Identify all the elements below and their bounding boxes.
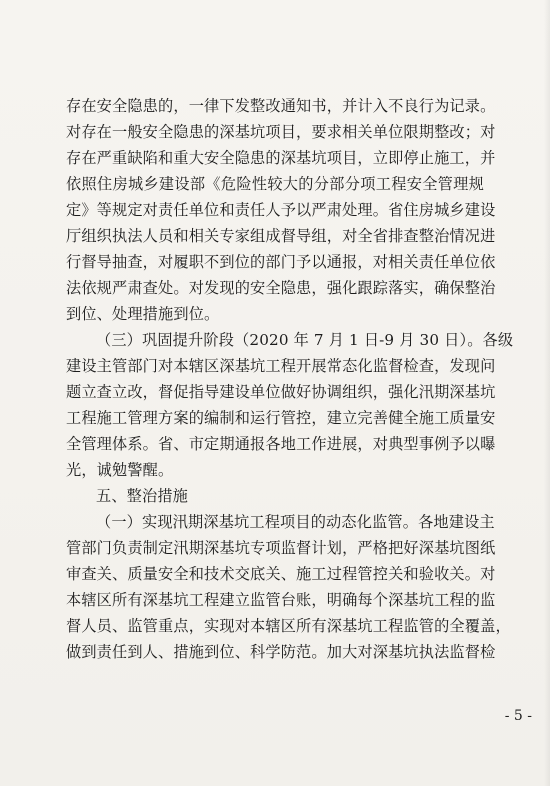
text-line: 存在安全隐患的，一律下发整改通知书，并计入不良行为记录。 bbox=[66, 97, 496, 115]
page-edge-shadow bbox=[544, 0, 550, 786]
text-line: 本辖区所有深基坑工程建立监管台账，明确每个深基坑工程的监 bbox=[66, 591, 496, 609]
text-line: 法依规严肃查处。对发现的安全隐患，强化跟踪落实，确保整治 bbox=[66, 279, 496, 297]
section-heading-line: （三）巩固提升阶段（2020 年 7 月 1 日-9 月 30 日）。各级 bbox=[96, 331, 514, 349]
page-number: - 5 - bbox=[504, 708, 532, 724]
text-line: 依照住房城乡建设部《危险性较大的分部分项工程安全管理规 bbox=[66, 175, 484, 193]
text-line: 督人员、监管重点，实现对本辖区所有深基坑工程监管的全覆盖， bbox=[66, 617, 511, 635]
text-line: 全管理体系。省、市定期通报各地工作进展，对典型事例予以曝 bbox=[66, 435, 496, 453]
text-line: 审查关、质量安全和技术交底关、施工过程管控关和验收关。对 bbox=[66, 565, 496, 583]
section-heading: 五、整治措施 bbox=[96, 487, 189, 505]
text-line: 工程施工管理方案的编制和运行管控，建立完善健全施工质量安 bbox=[66, 409, 496, 427]
subsection-heading-line: （一）实现汛期深基坑工程项目的动态化监管。各地建设主 bbox=[96, 513, 495, 531]
body-text bbox=[66, 93, 514, 665]
text-line: 做到责任到人、措施到位、科学防范。加大对深基坑执法监督检 bbox=[66, 643, 496, 661]
text-line: 对存在一般安全隐患的深基坑项目，要求相关单位限期整改；对 bbox=[66, 123, 496, 141]
text-line: 管部门负责制定汛期深基坑专项监督计划，严格把好深基坑图纸 bbox=[66, 539, 496, 557]
text-line: 厅组织执法人员和相关专家组成督导组，对全省排查整治情况进 bbox=[66, 227, 496, 245]
text-line: 定》等规定对责任单位和责任人予以严肃处理。省住房城乡建设 bbox=[66, 201, 496, 219]
text-line: 到位、处理措施到位。 bbox=[66, 305, 220, 323]
text-line: 行督导抽查，对履职不到位的部门予以通报，对相关责任单位依 bbox=[66, 253, 496, 271]
text-line: 建设主管部门对本辖区深基坑工程开展常态化监督检查，发现问 bbox=[66, 357, 496, 375]
text-line: 题立查立改，督促指导建设单位做好协调组织，强化汛期深基坑 bbox=[66, 383, 496, 401]
text-line: 存在严重缺陷和重大安全隐患的深基坑项目，立即停止施工，并 bbox=[66, 149, 496, 167]
text-line: 光，诚勉警醒。 bbox=[66, 461, 174, 479]
